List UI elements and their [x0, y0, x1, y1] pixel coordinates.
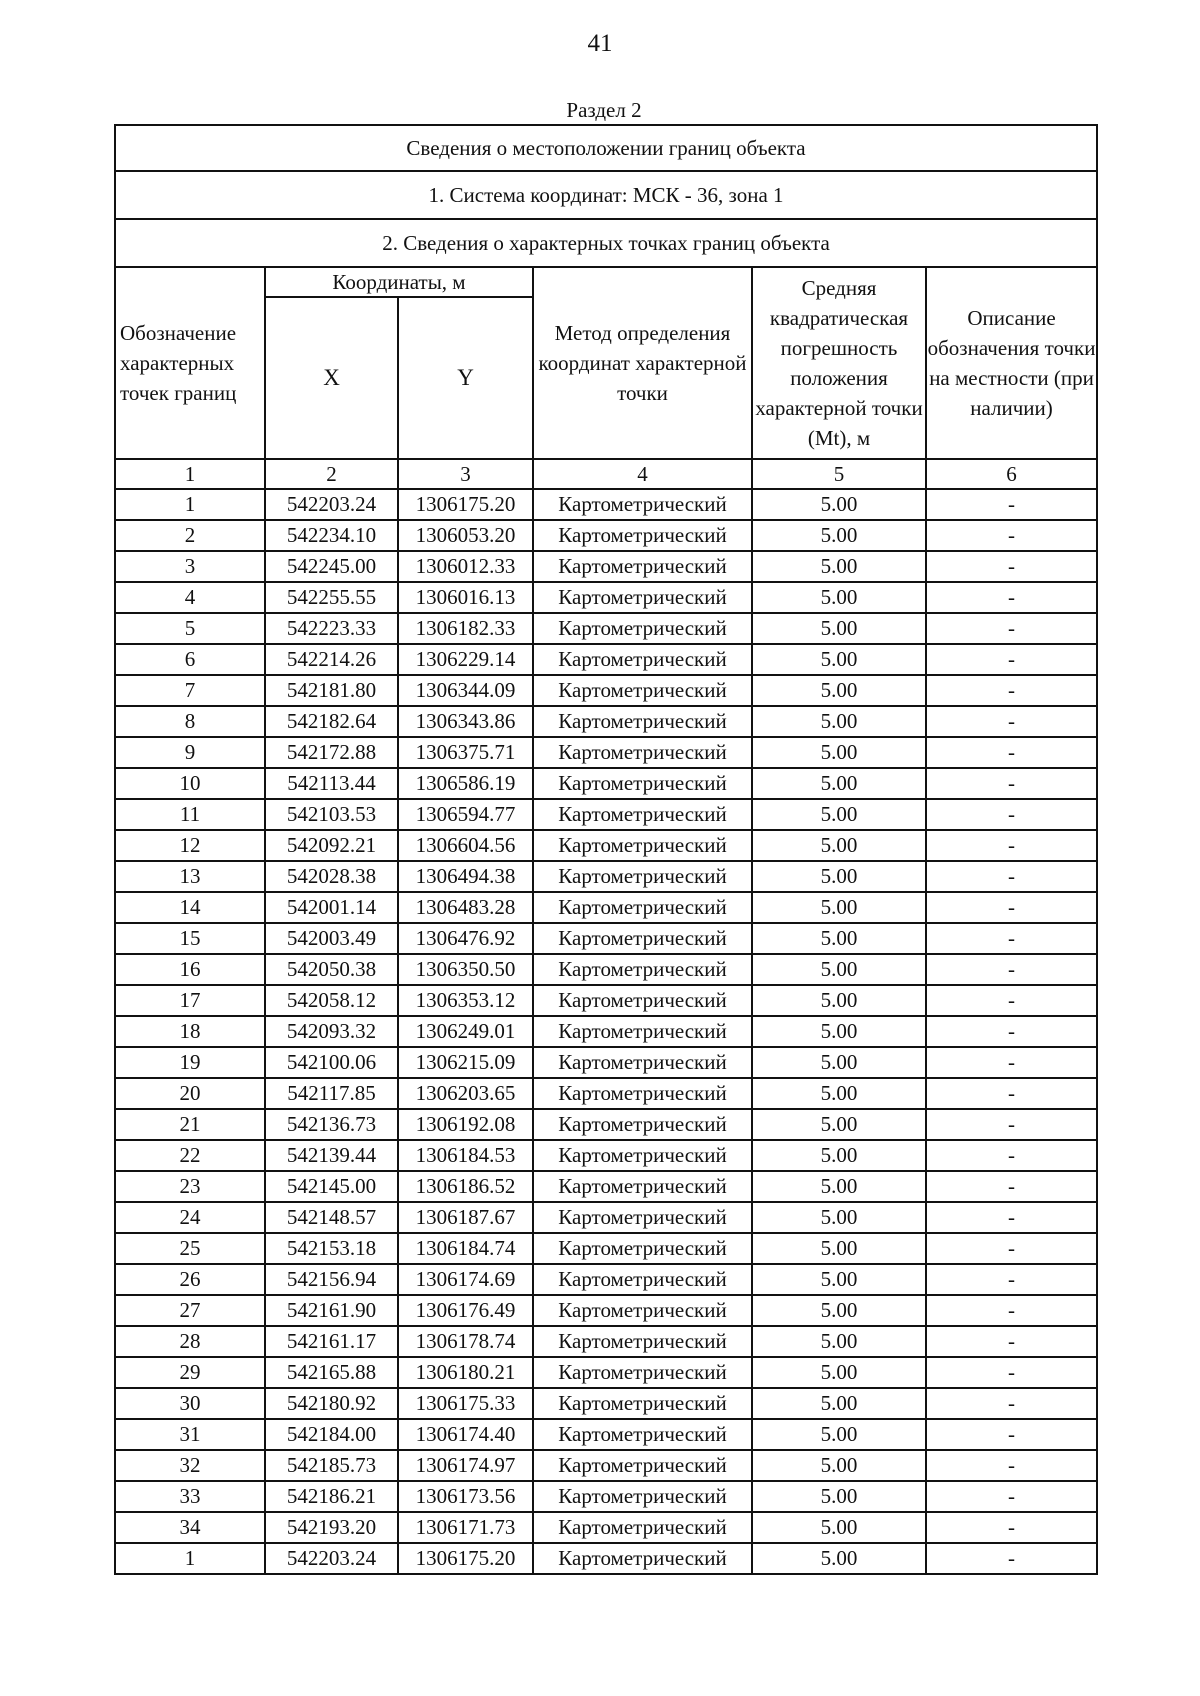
y-coordinate-cell: 1306192.08 — [398, 1109, 533, 1140]
point-number-cell: 25 — [115, 1233, 265, 1264]
table-row — [115, 737, 1097, 768]
x-coordinate-cell: 542100.06 — [265, 1047, 398, 1078]
x-coordinate-cell: 542028.38 — [265, 861, 398, 892]
point-number-cell: 13 — [115, 861, 265, 892]
method-cell: Картометрический — [533, 489, 752, 520]
y-coordinate-cell: 1306171.73 — [398, 1512, 533, 1543]
x-coordinate-cell: 542093.32 — [265, 1016, 398, 1047]
point-number-cell: 17 — [115, 985, 265, 1016]
method-cell: Картометрический — [533, 1357, 752, 1388]
x-coordinate-cell: 542165.88 — [265, 1357, 398, 1388]
accuracy-cell: 5.00 — [752, 1047, 926, 1078]
method-cell: Картометрический — [533, 1109, 752, 1140]
method-cell: Картометрический — [533, 1543, 752, 1574]
x-coordinate-cell: 542113.44 — [265, 768, 398, 799]
x-coordinate-cell: 542153.18 — [265, 1233, 398, 1264]
description-cell: - — [926, 613, 1097, 644]
point-number-cell: 9 — [115, 737, 265, 768]
point-number-cell: 19 — [115, 1047, 265, 1078]
method-cell: Картометрический — [533, 861, 752, 892]
table-row — [115, 520, 1097, 551]
description-cell: - — [926, 1326, 1097, 1357]
y-coordinate-cell: 1306176.49 — [398, 1295, 533, 1326]
method-cell: Картометрический — [533, 551, 752, 582]
accuracy-cell: 5.00 — [752, 1481, 926, 1512]
method-cell: Картометрический — [533, 1140, 752, 1171]
method-cell: Картометрический — [533, 1016, 752, 1047]
y-coordinate-cell: 1306483.28 — [398, 892, 533, 923]
header-x: X — [265, 297, 398, 459]
y-coordinate-cell: 1306180.21 — [398, 1357, 533, 1388]
y-coordinate-cell: 1306175.20 — [398, 1543, 533, 1574]
accuracy-cell: 5.00 — [752, 489, 926, 520]
description-cell: - — [926, 830, 1097, 861]
column-number: 3 — [398, 459, 533, 489]
y-coordinate-cell: 1306178.74 — [398, 1326, 533, 1357]
point-number-cell: 7 — [115, 675, 265, 706]
point-number-cell: 5 — [115, 613, 265, 644]
page-number: 41 — [587, 30, 613, 57]
accuracy-cell: 5.00 — [752, 737, 926, 768]
description-cell: - — [926, 954, 1097, 985]
point-number-cell: 33 — [115, 1481, 265, 1512]
point-number-cell: 8 — [115, 706, 265, 737]
point-number-cell: 14 — [115, 892, 265, 923]
point-number-cell: 32 — [115, 1450, 265, 1481]
description-cell: - — [926, 985, 1097, 1016]
method-cell: Картометрический — [533, 1388, 752, 1419]
y-coordinate-cell: 1306586.19 — [398, 768, 533, 799]
description-cell: - — [926, 1109, 1097, 1140]
description-cell: - — [926, 1047, 1097, 1078]
y-coordinate-cell: 1306175.33 — [398, 1388, 533, 1419]
y-coordinate-cell: 1306186.52 — [398, 1171, 533, 1202]
table-row — [115, 1202, 1097, 1233]
y-coordinate-cell: 1306016.13 — [398, 582, 533, 613]
x-coordinate-cell: 542203.24 — [265, 1543, 398, 1574]
column-number: 6 — [926, 459, 1097, 489]
accuracy-cell: 5.00 — [752, 768, 926, 799]
x-coordinate-cell: 542136.73 — [265, 1109, 398, 1140]
table-row — [115, 1109, 1097, 1140]
y-coordinate-cell: 1306344.09 — [398, 675, 533, 706]
method-cell: Картометрический — [533, 737, 752, 768]
description-cell: - — [926, 1202, 1097, 1233]
section-label: Раздел 2 — [566, 98, 642, 122]
accuracy-cell: 5.00 — [752, 1419, 926, 1450]
y-coordinate-cell: 1306174.40 — [398, 1419, 533, 1450]
accuracy-cell: 5.00 — [752, 892, 926, 923]
table-row — [115, 1264, 1097, 1295]
x-coordinate-cell: 542161.90 — [265, 1295, 398, 1326]
table-row — [115, 1078, 1097, 1109]
description-cell: - — [926, 1388, 1097, 1419]
point-number-cell: 2 — [115, 520, 265, 551]
accuracy-cell: 5.00 — [752, 706, 926, 737]
table-row — [115, 1419, 1097, 1450]
y-coordinate-cell: 1306012.33 — [398, 551, 533, 582]
y-coordinate-cell: 1306174.69 — [398, 1264, 533, 1295]
point-number-cell: 34 — [115, 1512, 265, 1543]
method-cell: Картометрический — [533, 644, 752, 675]
method-cell: Картометрический — [533, 520, 752, 551]
x-coordinate-cell: 542103.53 — [265, 799, 398, 830]
description-cell: - — [926, 1233, 1097, 1264]
method-cell: Картометрический — [533, 923, 752, 954]
method-cell: Картометрический — [533, 1233, 752, 1264]
accuracy-cell: 5.00 — [752, 1264, 926, 1295]
column-number: 1 — [115, 459, 265, 489]
column-number: 4 — [533, 459, 752, 489]
point-number-cell: 26 — [115, 1264, 265, 1295]
description-cell: - — [926, 1543, 1097, 1574]
x-coordinate-cell: 542214.26 — [265, 644, 398, 675]
description-cell: - — [926, 1171, 1097, 1202]
table-row — [115, 582, 1097, 613]
x-coordinate-cell: 542181.80 — [265, 675, 398, 706]
table-row — [115, 954, 1097, 985]
method-cell: Картометрический — [533, 1481, 752, 1512]
table-row — [115, 1450, 1097, 1481]
x-coordinate-cell: 542117.85 — [265, 1078, 398, 1109]
description-cell: - — [926, 582, 1097, 613]
accuracy-cell: 5.00 — [752, 1171, 926, 1202]
y-coordinate-cell: 1306343.86 — [398, 706, 533, 737]
accuracy-cell: 5.00 — [752, 954, 926, 985]
x-coordinate-cell: 542184.00 — [265, 1419, 398, 1450]
x-coordinate-cell: 542148.57 — [265, 1202, 398, 1233]
header-coordinates: Координаты, м — [265, 267, 533, 297]
method-cell: Картометрический — [533, 1512, 752, 1543]
x-coordinate-cell: 542255.55 — [265, 582, 398, 613]
table-row — [115, 830, 1097, 861]
method-cell: Картометрический — [533, 1419, 752, 1450]
accuracy-cell: 5.00 — [752, 985, 926, 1016]
accuracy-cell: 5.00 — [752, 1140, 926, 1171]
x-coordinate-cell: 542139.44 — [265, 1140, 398, 1171]
point-number-cell: 1 — [115, 489, 265, 520]
x-coordinate-cell: 542001.14 — [265, 892, 398, 923]
point-number-cell: 29 — [115, 1357, 265, 1388]
description-cell: - — [926, 1419, 1097, 1450]
header-method: Метод определения координат характерной точки — [533, 267, 752, 459]
point-number-cell: 6 — [115, 644, 265, 675]
description-cell: - — [926, 1264, 1097, 1295]
x-coordinate-cell: 542193.20 — [265, 1512, 398, 1543]
y-coordinate-cell: 1306174.97 — [398, 1450, 533, 1481]
method-cell: Картометрический — [533, 799, 752, 830]
table-row — [115, 861, 1097, 892]
y-coordinate-cell: 1306249.01 — [398, 1016, 533, 1047]
method-cell: Картометрический — [533, 1047, 752, 1078]
x-coordinate-cell: 542172.88 — [265, 737, 398, 768]
method-cell: Картометрический — [533, 768, 752, 799]
description-cell: - — [926, 1512, 1097, 1543]
accuracy-cell: 5.00 — [752, 1078, 926, 1109]
description-cell: - — [926, 1016, 1097, 1047]
description-cell: - — [926, 489, 1097, 520]
accuracy-cell: 5.00 — [752, 520, 926, 551]
point-number-cell: 18 — [115, 1016, 265, 1047]
x-coordinate-cell: 542058.12 — [265, 985, 398, 1016]
table-row — [115, 1357, 1097, 1388]
x-coordinate-cell: 542092.21 — [265, 830, 398, 861]
x-coordinate-cell: 542245.00 — [265, 551, 398, 582]
description-cell: - — [926, 737, 1097, 768]
description-cell: - — [926, 768, 1097, 799]
y-coordinate-cell: 1306187.67 — [398, 1202, 533, 1233]
description-cell: - — [926, 1078, 1097, 1109]
method-cell: Картометрический — [533, 613, 752, 644]
accuracy-cell: 5.00 — [752, 1512, 926, 1543]
point-number-cell: 30 — [115, 1388, 265, 1419]
accuracy-cell: 5.00 — [752, 1388, 926, 1419]
method-cell: Картометрический — [533, 706, 752, 737]
point-number-cell: 28 — [115, 1326, 265, 1357]
y-coordinate-cell: 1306350.50 — [398, 954, 533, 985]
y-coordinate-cell: 1306203.65 — [398, 1078, 533, 1109]
table-row — [115, 1047, 1097, 1078]
y-coordinate-cell: 1306594.77 — [398, 799, 533, 830]
description-cell: - — [926, 644, 1097, 675]
accuracy-cell: 5.00 — [752, 1450, 926, 1481]
table-row — [115, 768, 1097, 799]
header-y: Y — [398, 297, 533, 459]
x-coordinate-cell: 542234.10 — [265, 520, 398, 551]
accuracy-cell: 5.00 — [752, 1202, 926, 1233]
table-row — [115, 1295, 1097, 1326]
y-coordinate-cell: 1306182.33 — [398, 613, 533, 644]
description-cell: - — [926, 1357, 1097, 1388]
accuracy-cell: 5.00 — [752, 1233, 926, 1264]
accuracy-cell: 5.00 — [752, 1357, 926, 1388]
accuracy-cell: 5.00 — [752, 551, 926, 582]
method-cell: Картометрический — [533, 582, 752, 613]
accuracy-cell: 5.00 — [752, 1326, 926, 1357]
description-cell: - — [926, 799, 1097, 830]
point-number-cell: 31 — [115, 1419, 265, 1450]
description-cell: - — [926, 1450, 1097, 1481]
table-row — [115, 1543, 1097, 1574]
method-cell: Картометрический — [533, 1202, 752, 1233]
method-cell: Картометрический — [533, 1450, 752, 1481]
description-cell: - — [926, 551, 1097, 582]
x-coordinate-cell: 542186.21 — [265, 1481, 398, 1512]
x-coordinate-cell: 542182.64 — [265, 706, 398, 737]
table-row — [115, 1171, 1097, 1202]
table-row — [115, 799, 1097, 830]
method-cell: Картометрический — [533, 1295, 752, 1326]
coordinate-system: 1. Система координат: МСК - 36, зона 1 — [115, 171, 1097, 219]
accuracy-cell: 5.00 — [752, 582, 926, 613]
header-description: Описание обозначения точки на местности (при наличии) — [926, 267, 1097, 459]
y-coordinate-cell: 1306184.74 — [398, 1233, 533, 1264]
description-cell: - — [926, 1295, 1097, 1326]
accuracy-cell: 5.00 — [752, 1295, 926, 1326]
table-row — [115, 1388, 1097, 1419]
point-number-cell: 3 — [115, 551, 265, 582]
method-cell: Картометрический — [533, 675, 752, 706]
point-number-cell: 27 — [115, 1295, 265, 1326]
table-row — [115, 923, 1097, 954]
description-cell: - — [926, 706, 1097, 737]
method-cell: Картометрический — [533, 1264, 752, 1295]
accuracy-cell: 5.00 — [752, 830, 926, 861]
method-cell: Картометрический — [533, 1326, 752, 1357]
header-point-designation: Обозначение характерных точек границ — [115, 267, 265, 459]
accuracy-cell: 5.00 — [752, 1543, 926, 1574]
method-cell: Картометрический — [533, 985, 752, 1016]
table-row — [115, 675, 1097, 706]
description-cell: - — [926, 1481, 1097, 1512]
point-number-cell: 4 — [115, 582, 265, 613]
table-row — [115, 1481, 1097, 1512]
x-coordinate-cell: 542003.49 — [265, 923, 398, 954]
accuracy-cell: 5.00 — [752, 923, 926, 954]
x-coordinate-cell: 542180.92 — [265, 1388, 398, 1419]
y-coordinate-cell: 1306353.12 — [398, 985, 533, 1016]
points-section-title: 2. Сведения о характерных точках границ объекта — [115, 219, 1097, 267]
table-row — [115, 892, 1097, 923]
y-coordinate-cell: 1306604.56 — [398, 830, 533, 861]
y-coordinate-cell: 1306215.09 — [398, 1047, 533, 1078]
y-coordinate-cell: 1306375.71 — [398, 737, 533, 768]
accuracy-cell: 5.00 — [752, 1109, 926, 1140]
accuracy-cell: 5.00 — [752, 1016, 926, 1047]
column-number: 5 — [752, 459, 926, 489]
point-number-cell: 23 — [115, 1171, 265, 1202]
method-cell: Картометрический — [533, 1078, 752, 1109]
method-cell: Картометрический — [533, 1171, 752, 1202]
description-cell: - — [926, 923, 1097, 954]
accuracy-cell: 5.00 — [752, 675, 926, 706]
y-coordinate-cell: 1306173.56 — [398, 1481, 533, 1512]
x-coordinate-cell: 542223.33 — [265, 613, 398, 644]
x-coordinate-cell: 542161.17 — [265, 1326, 398, 1357]
y-coordinate-cell: 1306175.20 — [398, 489, 533, 520]
point-number-cell: 10 — [115, 768, 265, 799]
y-coordinate-cell: 1306476.92 — [398, 923, 533, 954]
description-cell: - — [926, 1140, 1097, 1171]
y-coordinate-cell: 1306229.14 — [398, 644, 533, 675]
x-coordinate-cell: 542145.00 — [265, 1171, 398, 1202]
table-row — [115, 489, 1097, 520]
table-row — [115, 706, 1097, 737]
accuracy-cell: 5.00 — [752, 799, 926, 830]
boundary-points-table — [114, 124, 1098, 1575]
table-title: Сведения о местоположении границ объекта — [115, 125, 1097, 171]
x-coordinate-cell: 542185.73 — [265, 1450, 398, 1481]
method-cell: Картометрический — [533, 830, 752, 861]
description-cell: - — [926, 892, 1097, 923]
table-row — [115, 1512, 1097, 1543]
point-number-cell: 12 — [115, 830, 265, 861]
table-row — [115, 985, 1097, 1016]
y-coordinate-cell: 1306184.53 — [398, 1140, 533, 1171]
column-number: 2 — [265, 459, 398, 489]
x-coordinate-cell: 542050.38 — [265, 954, 398, 985]
point-number-cell: 20 — [115, 1078, 265, 1109]
point-number-cell: 1 — [115, 1543, 265, 1574]
table-row — [115, 644, 1097, 675]
point-number-cell: 16 — [115, 954, 265, 985]
y-coordinate-cell: 1306494.38 — [398, 861, 533, 892]
description-cell: - — [926, 520, 1097, 551]
point-number-cell: 21 — [115, 1109, 265, 1140]
y-coordinate-cell: 1306053.20 — [398, 520, 533, 551]
accuracy-cell: 5.00 — [752, 613, 926, 644]
x-coordinate-cell: 542203.24 — [265, 489, 398, 520]
accuracy-cell: 5.00 — [752, 644, 926, 675]
point-number-cell: 11 — [115, 799, 265, 830]
table-row — [115, 1016, 1097, 1047]
description-cell: - — [926, 675, 1097, 706]
x-coordinate-cell: 542156.94 — [265, 1264, 398, 1295]
column-number-row — [115, 459, 1097, 489]
table-row — [115, 1326, 1097, 1357]
method-cell: Картометрический — [533, 954, 752, 985]
table-row — [115, 1233, 1097, 1264]
accuracy-cell: 5.00 — [752, 861, 926, 892]
point-number-cell: 15 — [115, 923, 265, 954]
table-row — [115, 1140, 1097, 1171]
description-cell: - — [926, 861, 1097, 892]
header-accuracy: Средняя квадратическая погрешность положения характерной точки (Mt), м — [752, 267, 926, 459]
table-row — [115, 551, 1097, 582]
point-number-cell: 24 — [115, 1202, 265, 1233]
point-number-cell: 22 — [115, 1140, 265, 1171]
method-cell: Картометрический — [533, 892, 752, 923]
table-row — [115, 613, 1097, 644]
